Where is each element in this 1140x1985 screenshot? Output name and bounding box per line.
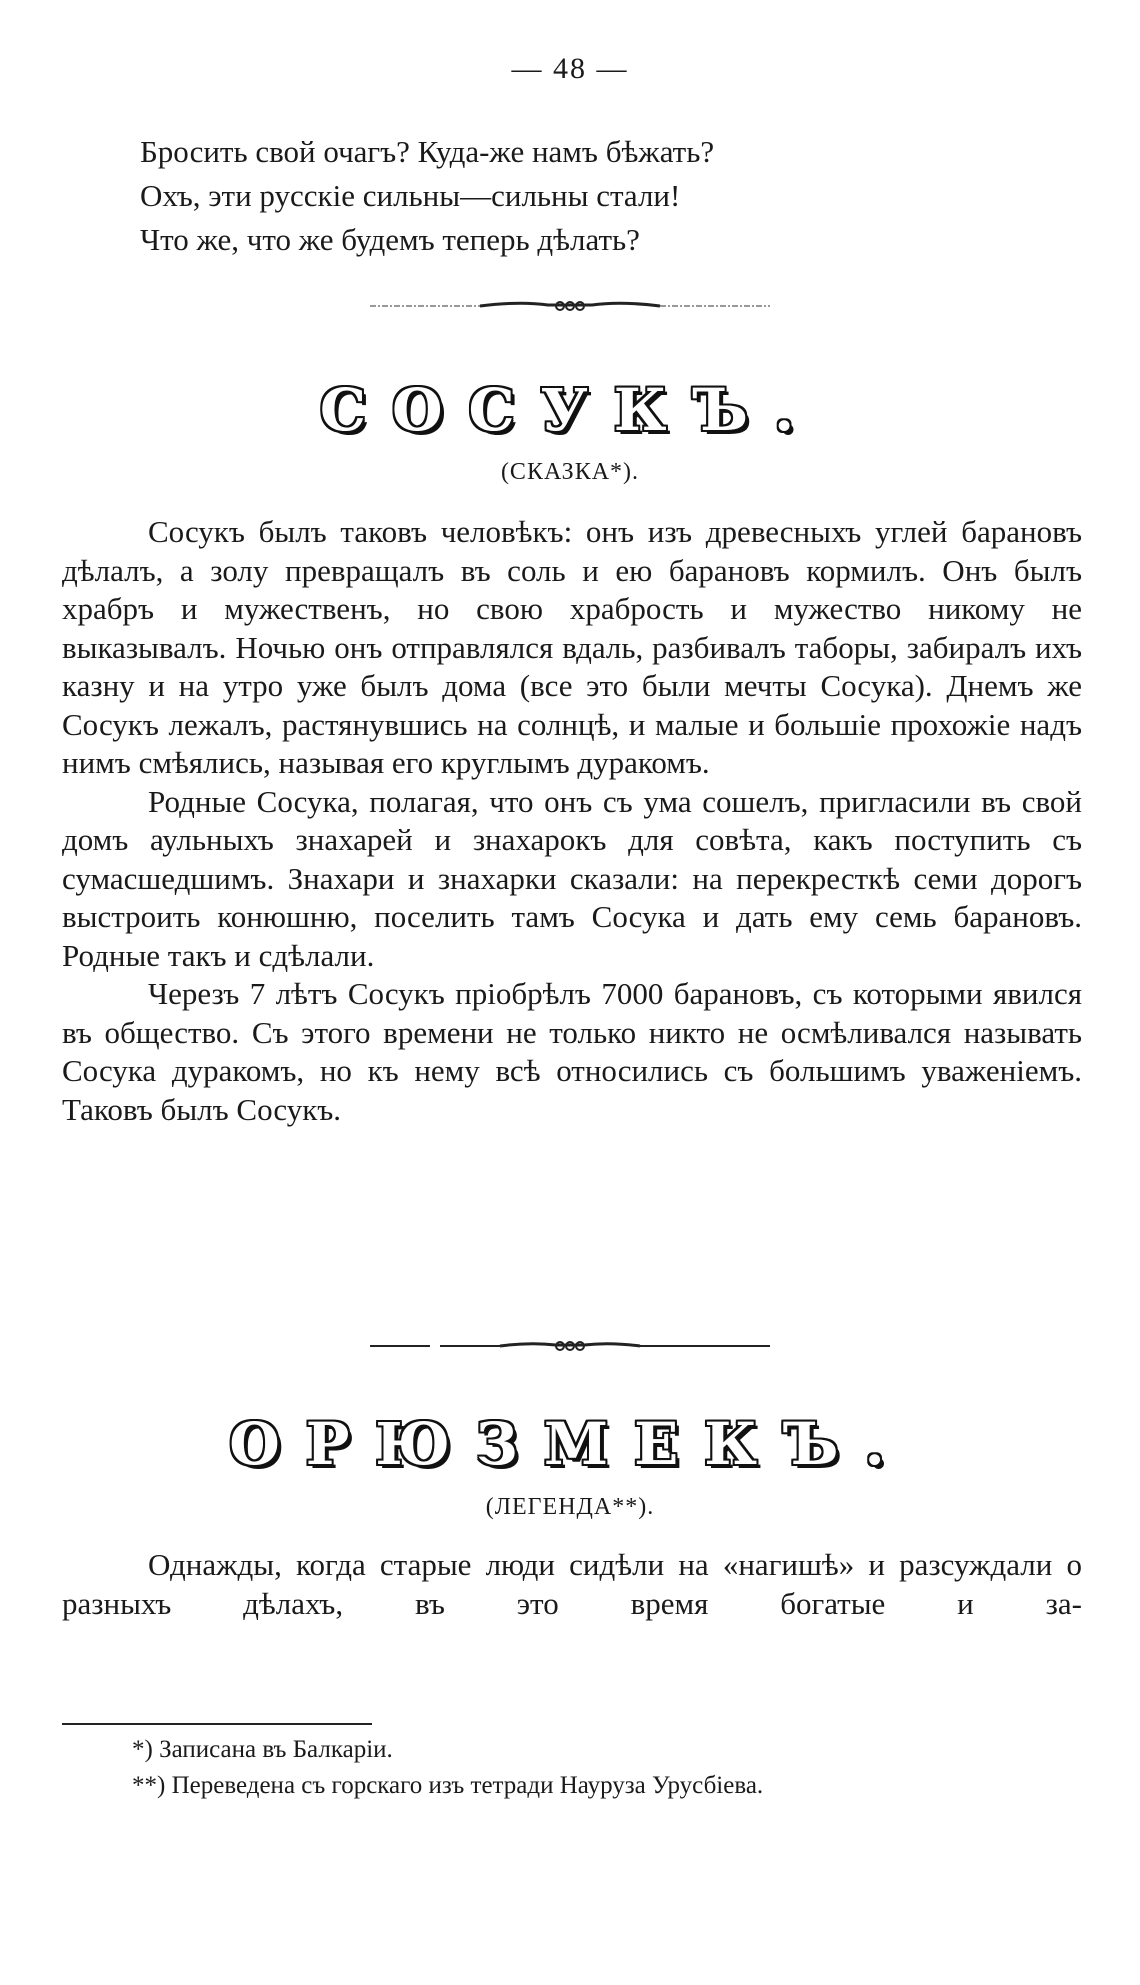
section-body-sosuk	[62, 513, 1082, 1129]
section-subtitle-oryuzmek: (ЛЕГЕНДА**).	[485, 1494, 655, 1520]
footnote-rule	[62, 1723, 372, 1725]
footnotes	[132, 1732, 763, 1804]
poem-line: Охъ, эти русскіе сильны—сильны стали!	[140, 178, 681, 213]
paragraph: Однажды, когда старые люди сидѣли на «нагишѣ» и разсуждали о разныхъ дѣлахъ, въ это время богатые и за-	[62, 1547, 1082, 1621]
ornament-divider-1	[0, 296, 1140, 316]
section-subtitle-sosuk: (СКАЗКА*).	[500, 459, 640, 485]
poem-line: Что же, что же будемъ теперь дѣлать?	[140, 222, 640, 257]
footnote: **) Переведена съ горскаго изъ тетради Науруза Урусбіева.	[132, 1772, 764, 1799]
paragraph: Родные Сосука, полагая, что онъ съ ума сошелъ, пригласили въ свой домъ аульныхъ знахарей и знахарокъ для совѣта, какъ поступить съ сумасшедшимъ. Знахари и знахарки сказали: на перекресткѣ семи дорогъ выстроить конюшню, поселить тамъ Сосука и дать ему семь барановъ. Родные такъ и сдѣлали.	[62, 783, 1082, 973]
paragraph: Черезъ 7 лѣтъ Сосукъ пріобрѣлъ 7000 барановъ, съ которыми явился въ общество. Съ этого времени не только никто не осмѣливался называть Сосука дуракомъ, но къ нему всѣ относились съ большимъ уваженіемъ. Таковъ былъ Сосукъ.	[62, 976, 1082, 1127]
page-number: — 48 —	[511, 52, 629, 85]
footnote: *) Записана въ Балкаріи.	[132, 1736, 393, 1763]
ornament-divider-2	[0, 1336, 1140, 1356]
poem-line: Бросить свой очагъ? Куда-же намъ бѣжать?	[140, 134, 715, 169]
section-body-oryuzmek	[62, 1546, 1082, 1623]
poem-stanza	[140, 130, 714, 262]
paragraph: Сосукъ былъ таковъ человѣкъ: онъ изъ древесныхъ углей барановъ дѣлалъ, а золу превращалъ въ соль и ею барановъ кормилъ. Онъ былъ храбръ и мужественъ, но свою храбрость и мужество никому не выказывалъ. Ночью онъ отправлялся вдаль, разбивалъ таборы, забиралъ ихъ казну и на утро уже былъ дома (все это были мечты Сосука). Днемъ же Сосукъ лежалъ, растянувшись на солнцѣ, и малые и большіе прохожіе надъ нимъ смѣялись, называя его круглымъ дуракомъ.	[62, 514, 1082, 780]
section-title-sosuk: СОСУКЪ.	[319, 376, 821, 444]
section-title-oryuzmek: ОРЮЗМЕКЪ.	[229, 1410, 911, 1478]
